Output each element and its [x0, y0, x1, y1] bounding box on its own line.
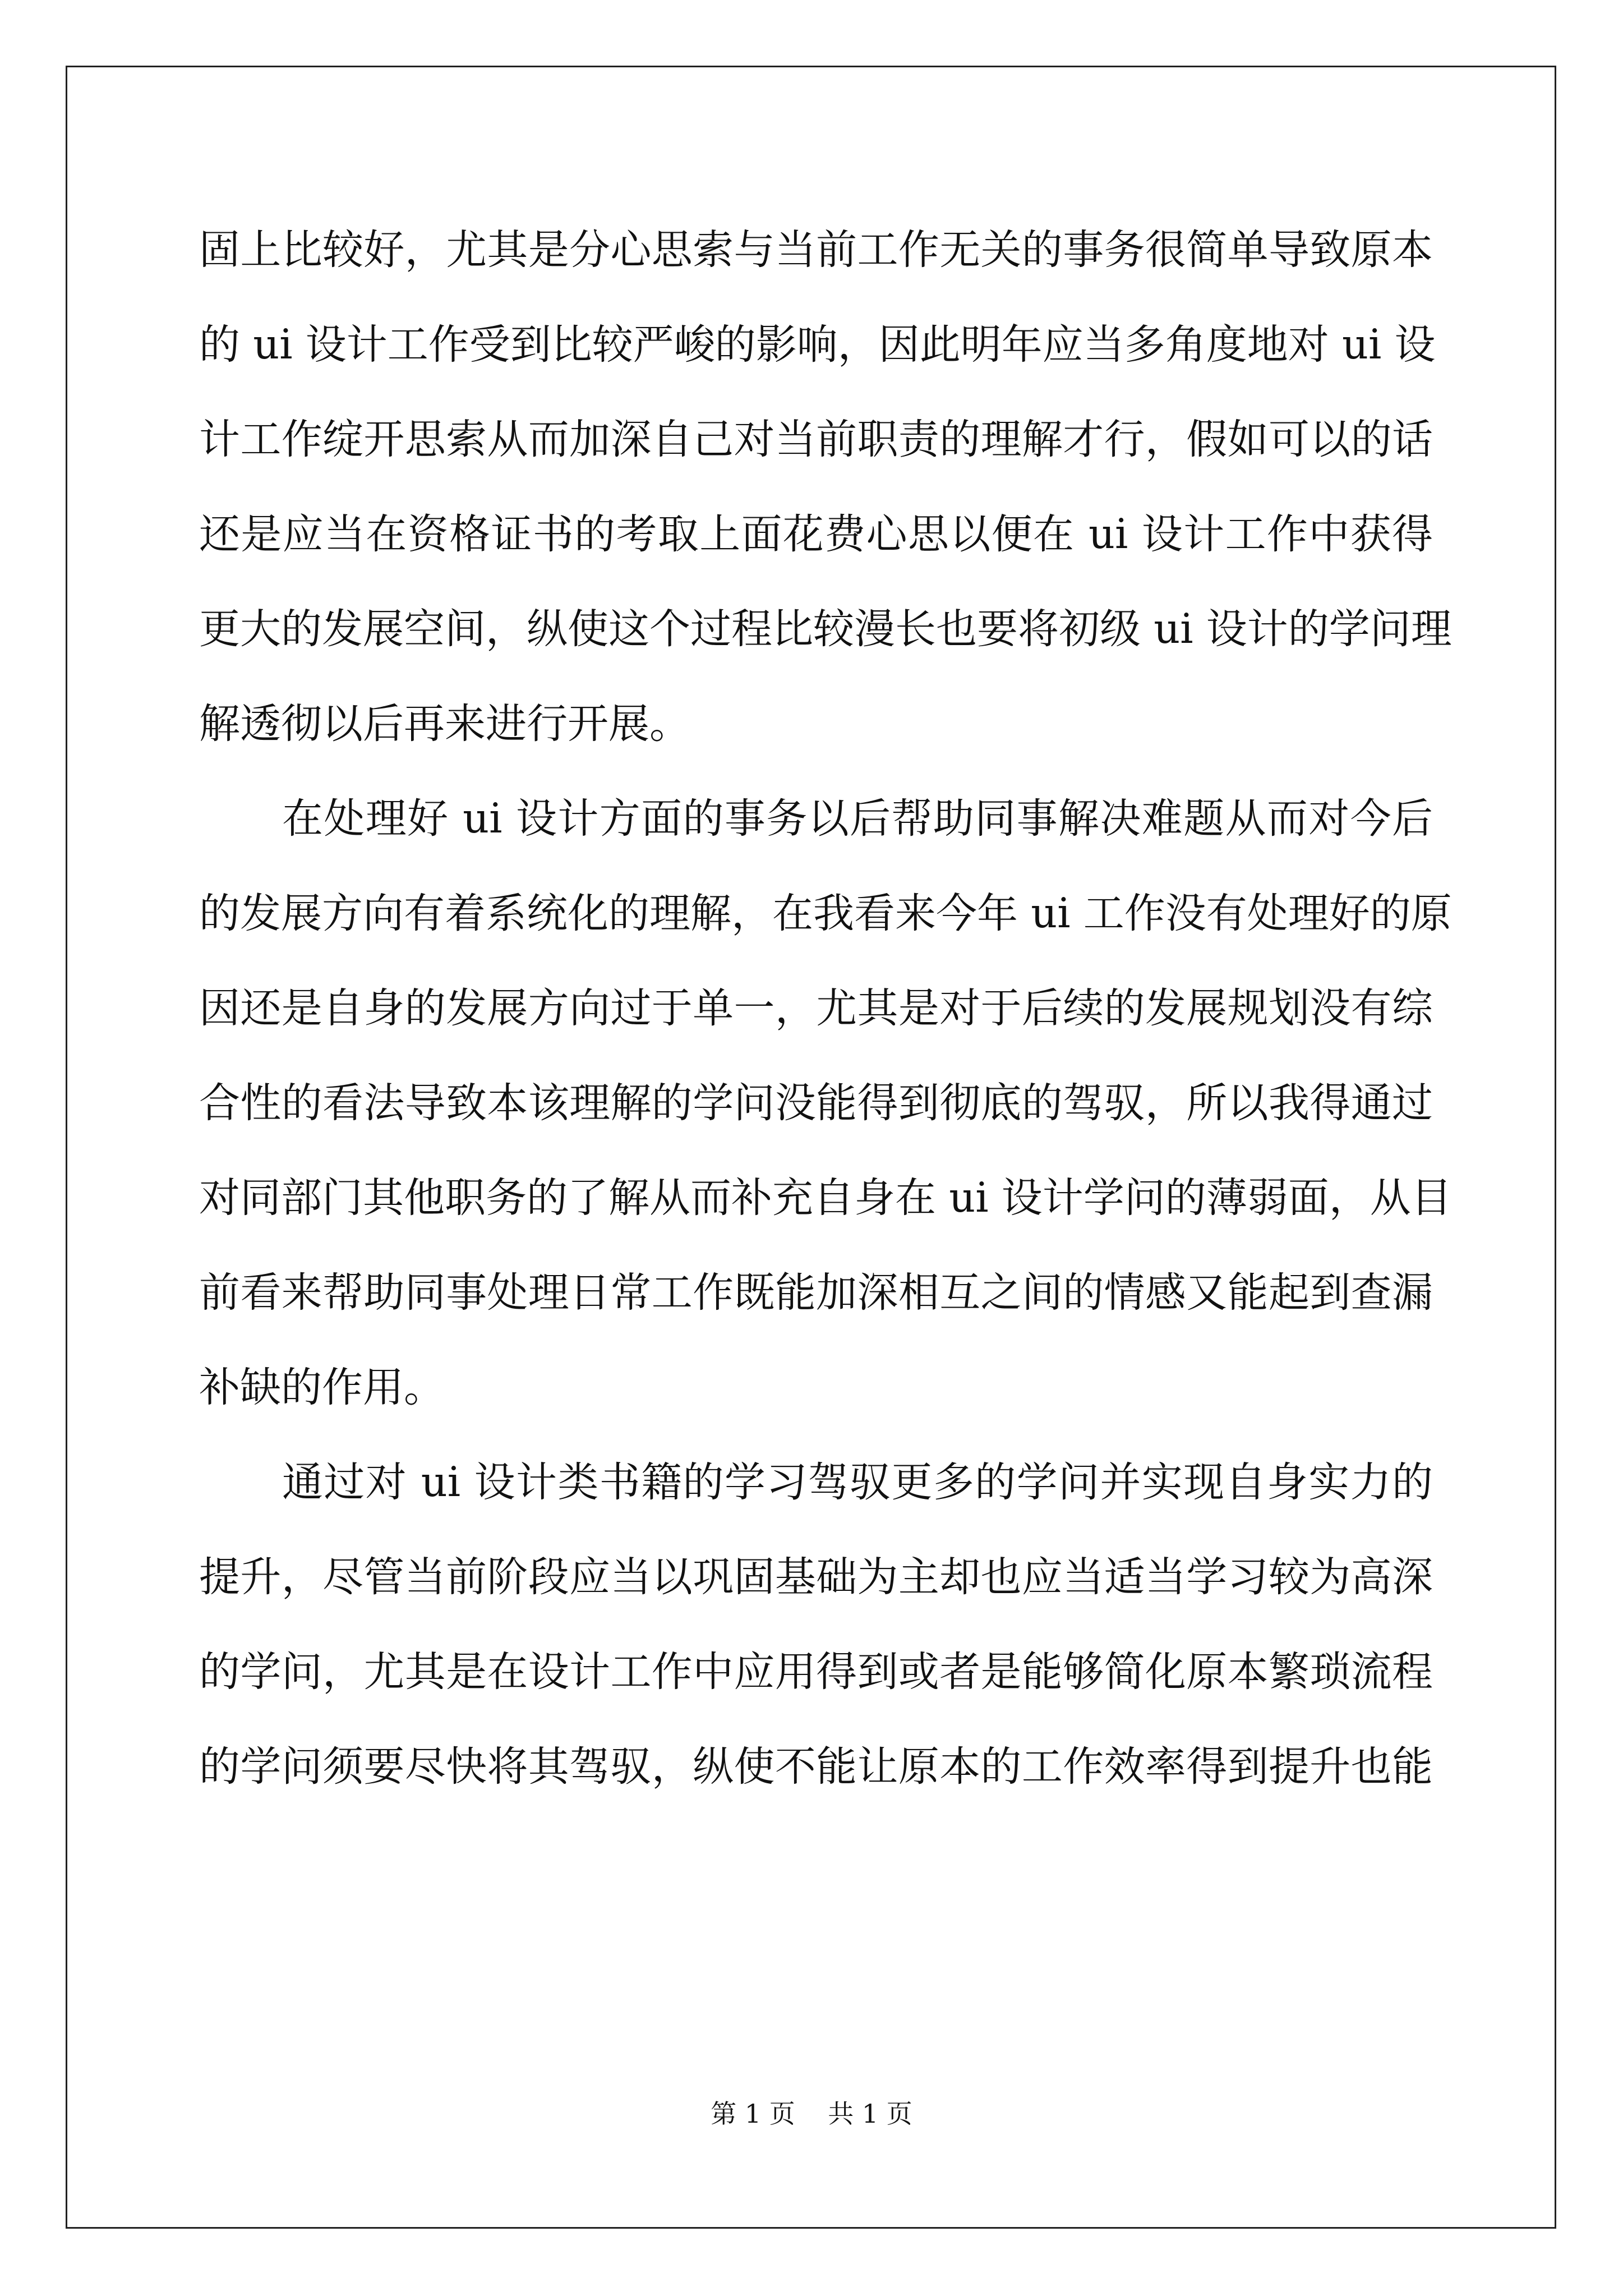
page-footer: [0, 2097, 1623, 2131]
paragraph-3-line-1: 通过对 ui 设计类书籍的学习驾驭更多的学问并实现自身实力的: [282, 1458, 1433, 1506]
paragraph-2-line-5: 对同部门其他职务的了解从而补充自身在 ui 设计学问的薄弱面，从目: [199, 1174, 1452, 1222]
paragraph-1-line-4: 还是应当在资格证书的考取上面花费心思以便在 ui 设计工作中获得: [199, 510, 1433, 558]
paragraph-2-line-7: 补缺的作用。: [199, 1364, 445, 1411]
paragraph-1-line-3: 计工作绽开思索从而加深自己对当前职责的理解才行，假如可以的话: [199, 416, 1433, 463]
paragraph-2-line-2: 的发展方向有着系统化的理解，在我看来今年 ui 工作没有处理好的原: [199, 890, 1452, 937]
paragraph-2-line-3: 因还是自身的发展方向过于单一，尤其是对于后续的发展规划没有综: [199, 984, 1433, 1032]
paragraph-3-line-4: 的学问须要尽快将其驾驭，纵使不能让原本的工作效率得到提升也能: [199, 1743, 1433, 1791]
paragraph-3-line-3: 的学问，尤其是在设计工作中应用得到或者是能够简化原本繁琐流程: [199, 1648, 1433, 1696]
page-total: 共 1 页: [828, 2099, 912, 2129]
paragraph-2-line-1: 在处理好 ui 设计方面的事务以后帮助同事解决难题从而对今后: [282, 795, 1433, 843]
page-number: 第 1 页: [711, 2099, 795, 2129]
paragraph-1-line-6: 解透彻以后再来进行开展。: [199, 700, 690, 748]
paragraph-1-line-2: 的 ui 设计工作受到比较严峻的影响，因此明年应当多角度地对 ui 设: [199, 321, 1436, 369]
paragraph-1-line-1: 固上比较好，尤其是分心思索与当前工作无关的事务很简单导致原本: [199, 226, 1433, 274]
paragraph-1-line-5: 更大的发展空间，纵使这个过程比较漫长也要将初级 ui 设计的学问理: [199, 605, 1452, 653]
paragraph-3-line-2: 提升，尽管当前阶段应当以巩固基础为主却也应当适当学习较为高深: [199, 1553, 1433, 1601]
page-border: [66, 66, 1556, 2229]
paragraph-2-line-6: 前看来帮助同事处理日常工作既能加深相互之间的情感又能起到查漏: [199, 1269, 1433, 1317]
paragraph-2-line-4: 合性的看法导致本该理解的学问没能得到彻底的驾驭，所以我得通过: [199, 1079, 1433, 1127]
